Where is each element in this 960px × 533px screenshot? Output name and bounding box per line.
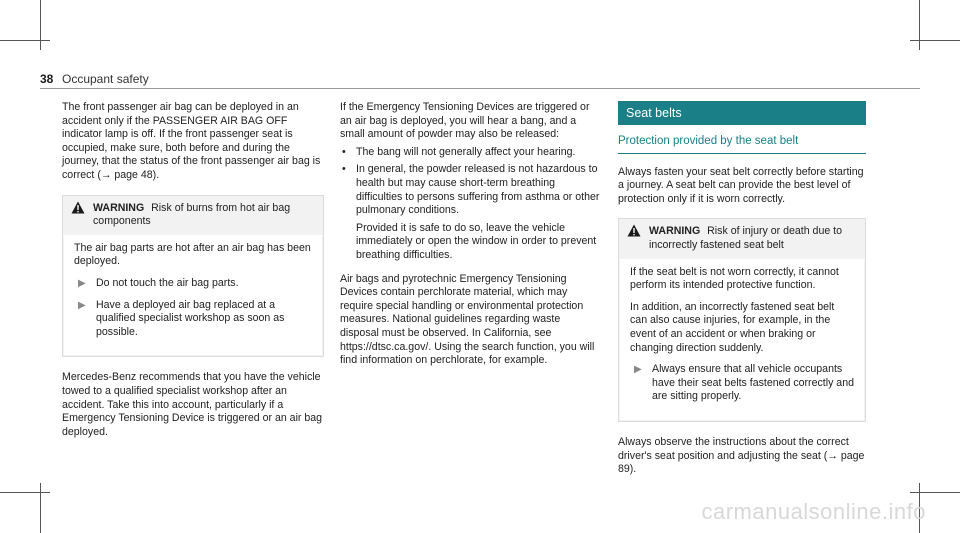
step-text: Do not touch the air bag parts. <box>96 276 239 289</box>
step-item <box>74 277 312 291</box>
paragraph: If the Emergency Tensioning Devices are triggered or an air bag is deployed, you will hear a bang, and a small amount of powder may also be released: <box>340 101 590 141</box>
warning-text: If the seat belt is not worn correctly, it cannot perform its intended protective function. <box>630 265 839 292</box>
bullet-subtext: Provided it is safe to do so, leave the vehicle immediately or open the window in order to prevent breathing difficulties. <box>356 221 597 261</box>
warning-header <box>619 219 865 259</box>
warning-body <box>620 260 864 420</box>
warning-body <box>64 236 322 356</box>
watermark: carmanualsonline.info <box>701 499 926 524</box>
step-item <box>630 363 854 404</box>
list-item <box>340 163 600 262</box>
warning-box <box>618 218 866 422</box>
arrow-right-icon: ▶ <box>634 364 642 376</box>
step-item <box>74 299 312 340</box>
crop-mark <box>40 483 41 533</box>
paragraph: Mercedes-Benz recommends that you have the vehicle towed to a qualified specialist workshop after an accident. Take this into account, particularly if a Emergency Tensioning Device is triggered or an air bag deployed. <box>62 371 323 438</box>
page-number: 38 <box>40 72 54 86</box>
header-rule <box>40 88 920 89</box>
list-item <box>340 146 600 160</box>
bullet-text: In general, the powder released is not hazardous to health but may cause short-term breathing difficulties to persons suffering from asthma or other pulmonary conditions. <box>356 163 600 217</box>
paragraph: Air bags and pyrotechnic Emergency Tensioning Devices contain perchlorate material, which may require special handling or environmental protection measures. National guidelines regarding waste disposal must be observed. In California, see https://dtsc.ca.gov/. Using the search function, you will find information on perchlorate, for example. <box>340 272 595 367</box>
warning-text: The air bag parts are hot after an air bag has been deployed. <box>74 241 311 268</box>
crop-mark <box>0 492 50 493</box>
subsection-title: Protection provided by the seat belt <box>618 135 866 154</box>
crop-mark <box>910 492 960 493</box>
step-text: Always ensure that all vehicle occupants have their seat belts fastened correctly and are sitting properly. <box>652 363 854 403</box>
crop-mark <box>910 40 960 41</box>
column-2 <box>340 101 600 380</box>
section-title-bar: Seat belts <box>618 101 866 125</box>
warning-triangle-icon <box>627 224 649 242</box>
warning-triangle-icon <box>71 201 93 219</box>
warning-label: WARNING <box>93 201 145 214</box>
bullet-text: The bang will not generally affect your hearing. <box>356 145 576 158</box>
crop-mark <box>0 40 50 41</box>
bullet-list <box>340 146 600 263</box>
step-text: Have a deployed air bag replaced at a qualified specialist workshop as soon as possible. <box>96 298 285 338</box>
section-header: Occupant safety <box>62 72 149 86</box>
warning-title: Risk of injury or death due to incorrectly fastened seat belt <box>649 225 843 251</box>
column-1 <box>62 101 324 451</box>
warning-box <box>62 195 324 358</box>
crop-mark <box>919 0 920 50</box>
warning-text: In addition, an incorrectly fastened seat belt can also cause injuries, for example, in the event of an accident or when braking or changing direction suddenly. <box>630 300 835 354</box>
warning-header <box>63 196 323 236</box>
arrow-right-icon: ▶ <box>78 299 86 311</box>
warning-title: Risk of burns from hot air bag components <box>93 201 291 228</box>
paragraph: The front passenger air bag can be deployed in an accident only if the PASSENGER AIR BAG OFF indicator lamp is off. If the front passenger seat is occupied, make sure, both before and during the journey, that the status of the front passenger air bag is correct (→ page 48). <box>62 101 321 181</box>
bullet-icon: • <box>342 145 346 158</box>
crop-mark <box>40 0 41 50</box>
bullet-icon: • <box>342 163 346 176</box>
paragraph: Always fasten your seat belt correctly before starting a journey. A seat belt can provide the best level of protection only if it is worn correctly. <box>618 165 864 205</box>
warning-label: WARNING <box>649 225 701 238</box>
column-3 <box>618 101 866 489</box>
arrow-right-icon: ▶ <box>78 277 86 289</box>
paragraph: Always observe the instructions about the correct driver's seat position and adjusting the seat (→ page 89). <box>618 435 865 476</box>
